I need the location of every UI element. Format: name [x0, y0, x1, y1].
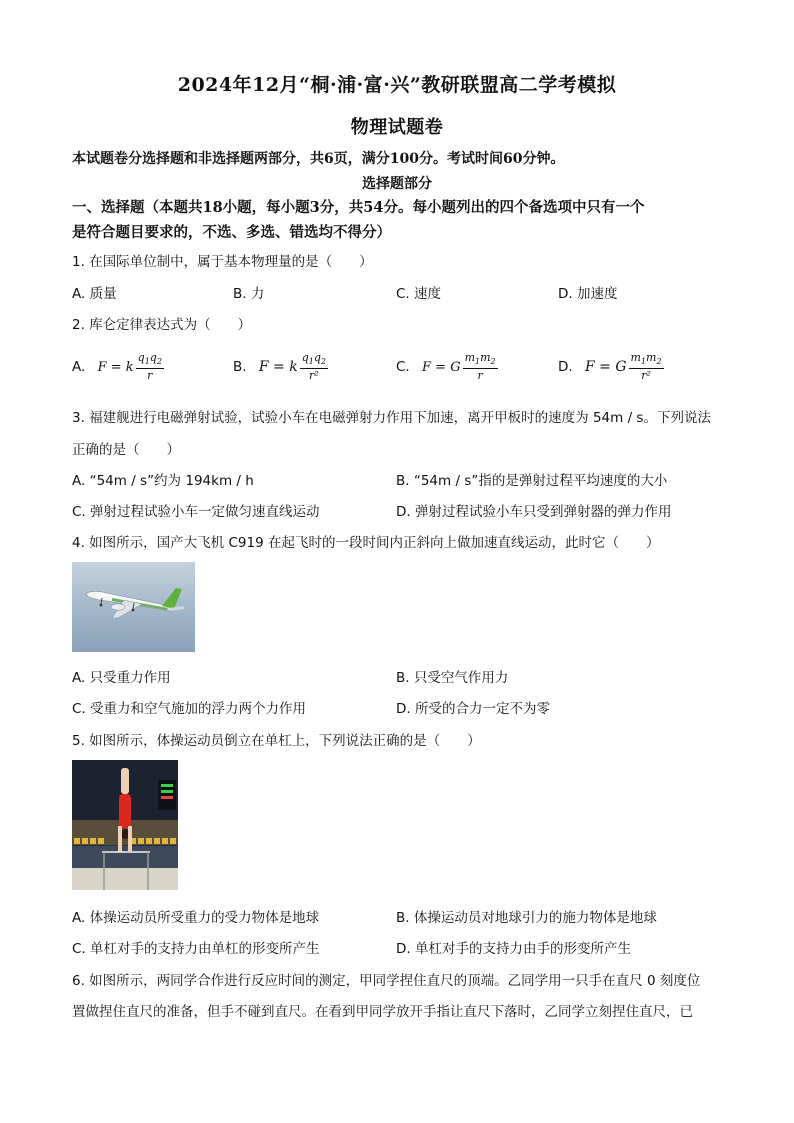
- formula-denominator: r²: [308, 369, 319, 383]
- formula-lhs: F = k: [97, 360, 134, 376]
- formula-denominator: r²: [641, 369, 651, 383]
- formula-fraction: $\frac{m_1m_2}{r}$: [464, 351, 496, 383]
- question-5-option-c[interactable]: C. 单杠对手的支持力由单杠的形变所产生: [72, 941, 320, 957]
- question-3-option-a[interactable]: A. “54m / s”约为 194km / h: [72, 473, 254, 489]
- section1-instructions-line1: 一、选择题（本题共18小题，每小题3分，共54分。每小题列出的四个备选项中只有一个: [72, 199, 645, 216]
- question-3-option-d[interactable]: D. 弹射过程试验小车只受到弹射器的弹力作用: [396, 504, 672, 520]
- formula-fraction: $\frac{q_1q_2}{r}$: [137, 351, 162, 383]
- question-2-option-b[interactable]: [233, 352, 328, 382]
- question-4-stem: 4. 如图所示，国产大飞机 C919 在起飞时的一段时间内正斜向上做加速直线运动，此时它（ ）: [72, 535, 660, 551]
- formula-lhs: F = k: [258, 359, 298, 376]
- gymnast-photo: [72, 760, 178, 890]
- option-label: D.: [558, 359, 573, 376]
- question-5-option-d[interactable]: D. 单杠对手的支持力由手的形变所产生: [396, 941, 631, 957]
- question-4-option-a[interactable]: A. 只受重力作用: [72, 670, 171, 686]
- question-5-stem: 5. 如图所示，体操运动员倒立在单杠上，下列说法正确的是（ ）: [72, 733, 481, 749]
- question-2-option-c[interactable]: [396, 352, 498, 382]
- option-label: A.: [72, 359, 86, 376]
- question-1-option-d[interactable]: D. 加速度: [558, 286, 618, 302]
- formula-denominator: r: [477, 369, 483, 383]
- option-label: C.: [396, 359, 410, 376]
- airplane-photo: [72, 562, 195, 652]
- option-label: B.: [233, 359, 247, 376]
- question-1-stem: 1. 在国际单位制中，属于基本物理量的是（ ）: [72, 254, 373, 270]
- formula-lhs: F = G: [422, 360, 461, 376]
- exam-intro: 本试题卷分选择题和非选择题两部分，共6页，满分100分。考试时间60分钟。: [72, 151, 565, 167]
- question-1-option-c[interactable]: C. 速度: [396, 286, 442, 302]
- c919-airplane-image: [72, 562, 195, 652]
- gymnast-on-bar-image: [72, 760, 178, 890]
- question-4-option-b[interactable]: B. 只受空气作用力: [396, 670, 509, 686]
- exam-title: 2024年12月“桐·浦·富·兴”教研联盟高二学考模拟: [177, 74, 617, 96]
- question-2-option-d[interactable]: [558, 352, 664, 382]
- question-2-stem: 2. 库仑定律表达式为（ ）: [72, 317, 252, 333]
- section1-instructions-line2: 是符合题目要求的，不选、多选、错选均不得分）: [72, 224, 391, 241]
- formula-lhs: F = G: [584, 359, 627, 376]
- formula-fraction: $\frac{q_1q_2}{\text{r²}}$: [301, 351, 326, 383]
- question-6-stem-line2: 置做捏住直尺的准备，但手不碰到直尺。在看到甲同学放开手指让直尺下落时，乙同学立刻捏住直尺，已: [72, 1004, 693, 1020]
- question-1-option-b[interactable]: B. 力: [233, 286, 265, 302]
- question-4-option-d[interactable]: D. 所受的合力一定不为零: [396, 701, 550, 717]
- question-3-option-b[interactable]: B. “54m / s”指的是弹射过程平均速度的大小: [396, 473, 668, 489]
- question-3-stem-line1: 3. 福建舰进行电磁弹射试验，试验小车在电磁弹射力作用下加速，离开甲板时的速度为 54m / s。下列说法: [72, 410, 711, 426]
- question-1-option-a[interactable]: A. 质量: [72, 286, 117, 302]
- question-6-stem-line1: 6. 如图所示，两同学合作进行反应时间的测定，甲同学捏住直尺的顶端。乙同学用一只手在直尺 0 刻度位: [72, 973, 701, 989]
- question-5-option-a[interactable]: A. 体操运动员所受重力的受力物体是地球: [72, 910, 320, 926]
- formula-denominator: r: [147, 369, 153, 383]
- question-3-stem-line2: 正确的是（ ）: [72, 442, 180, 458]
- question-3-option-c[interactable]: C. 弹射过程试验小车一定做匀速直线运动: [72, 504, 320, 520]
- section-title: 选择题部分: [362, 176, 432, 192]
- question-5-option-b[interactable]: B. 体操运动员对地球引力的施力物体是地球: [396, 910, 657, 926]
- formula-fraction: $\frac{m_1m_2}{\text{r²}}$: [630, 351, 662, 383]
- question-2-option-a[interactable]: [72, 352, 164, 382]
- question-4-option-c[interactable]: C. 受重力和空气施加的浮力两个力作用: [72, 701, 307, 717]
- exam-subtitle: 物理试题卷: [350, 117, 444, 138]
